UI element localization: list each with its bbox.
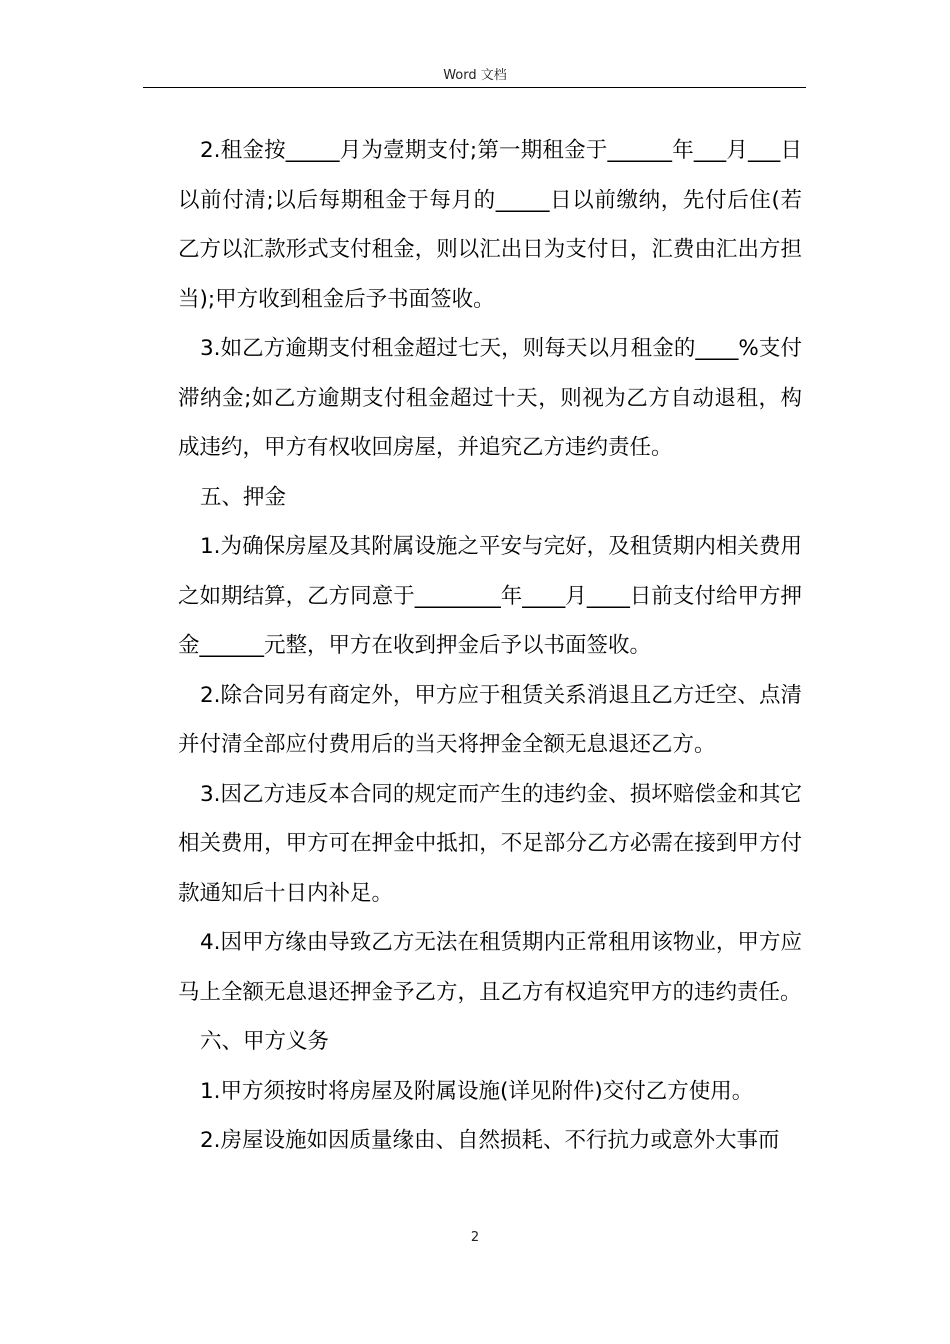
page-header-title: Word 文档 [443,68,507,83]
document-body [178,126,802,1166]
section-heading-deposit: 五、押金 [200,484,287,510]
paragraph-deposit-2: 2.除合同另有商定外，甲方应于租赁关系消退且乙方迁空、点清并付清全部应付费用后的当天将押金全额无息退还乙方。 [178,682,802,757]
section-heading-landlord-obligations: 六、甲方义务 [200,1029,330,1054]
paragraph-rent-payment: 2.租金按_____月为壹期支付;第一期租金于______年___月___日以前付清;以后每期租金于每月的_____日以前缴纳，先付后住(若乙方以汇款形式支付租金，则以汇出日为支付日，汇费由汇出方担当);甲方收到租金后予书面签收。 [178,138,802,312]
paragraph-obligation-2: 2.房屋设施如因质量缘由、自然损耗、不行抗力或意外大事而 [200,1128,780,1153]
paragraph-deposit-3: 3.因乙方违反本合同的规定而产生的违约金、损坏赔偿金和其它相关费用，甲方可在押金中抵扣，不足部分乙方必需在接到甲方付款通知后十日内补足。 [178,781,802,906]
paragraph-late-payment: 3.如乙方逾期支付租金超过七天，则每天以月租金的____%支付滞纳金;如乙方逾期支付租金超过十天，则视为乙方自动退租，构成违约，甲方有权收回房屋，并追究乙方违约责任。 [178,336,802,460]
header-divider [143,87,806,88]
paragraph-deposit-4: 4.因甲方缘由导致乙方无法在租赁期内正常租用该物业，甲方应马上全额无息退还押金予乙方，且乙方有权追究甲方的违约责任。 [178,930,802,1005]
page-number: 2 [470,1230,480,1245]
paragraph-deposit-1: 1.为确保房屋及其附属设施之平安与完好，及租赁期内相关费用之如期结算，乙方同意于________年____月____日前支付给甲方押金______元整，甲方在收到押金后予以书面签收。 [178,534,802,658]
paragraph-obligation-1: 1.甲方须按时将房屋及附属设施(详见附件)交付乙方使用。 [200,1078,754,1104]
